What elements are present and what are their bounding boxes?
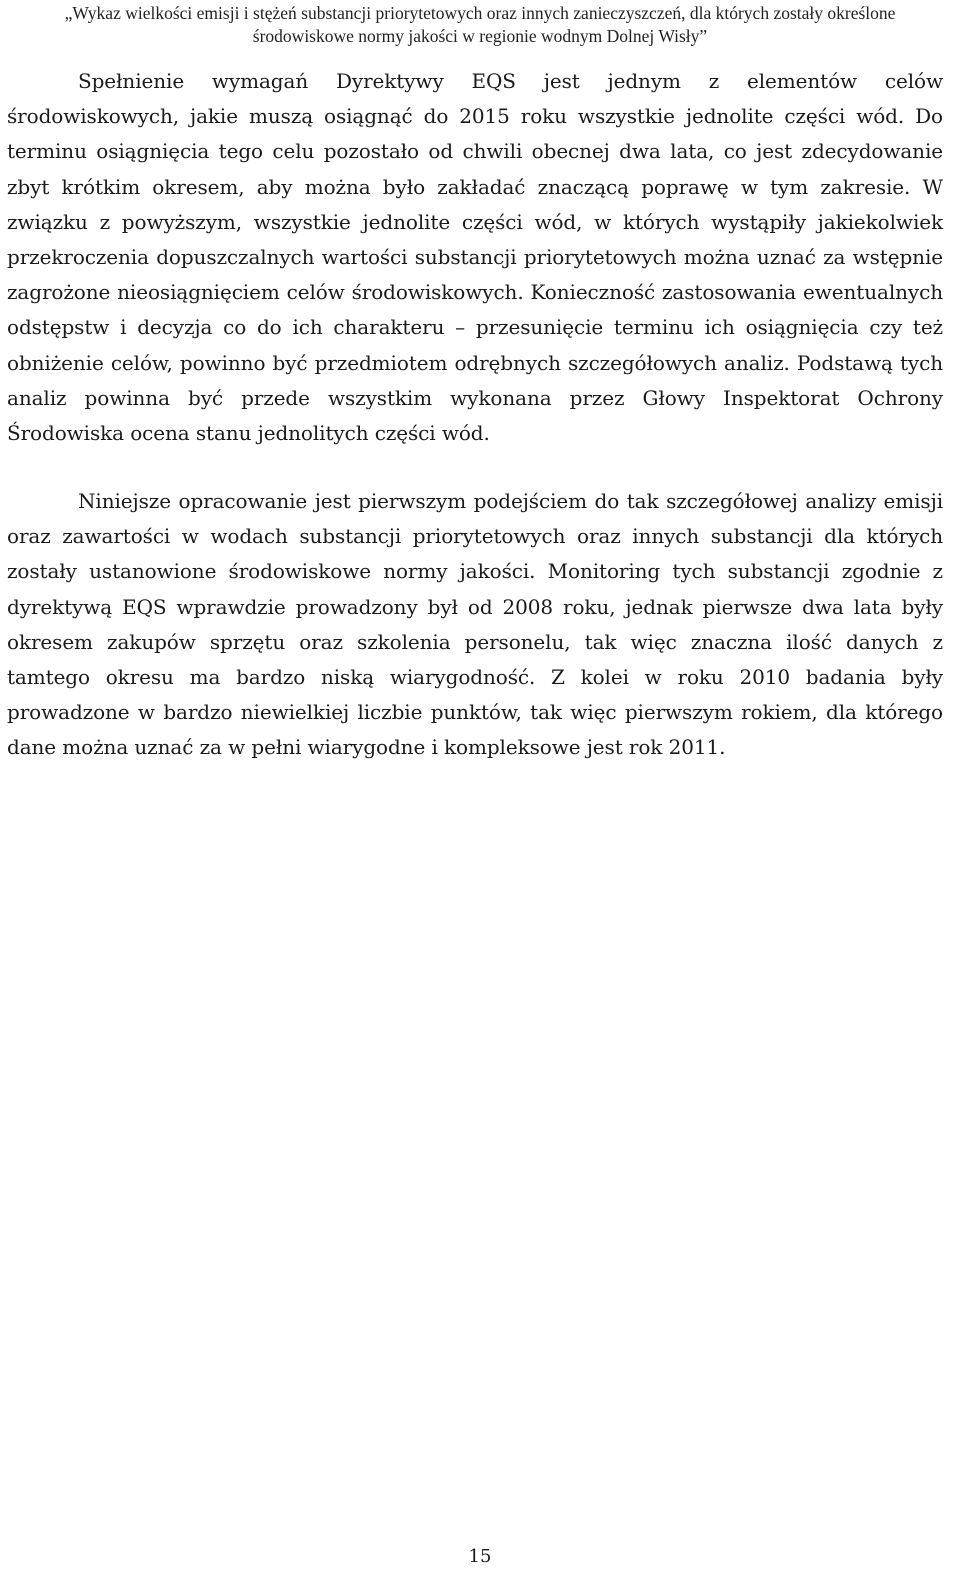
paragraph-2: Niniejsze opracowanie jest pierwszym podejściem do tak szczegółowej analizy emisji oraz zawartości w wodach substancji priorytetowych oraz innych substancji dla których zostały ustanowione środowiskowe normy jakości. Monitoring tych substancji zgodnie z dyrektywą EQS wprawdzie prowadzony był od 2008 roku, jednak pierwsze dwa lata były okresem zakupów sprzętu oraz szkolenia personelu, tak więc znaczna ilość danych z tamtego okresu ma bardzo niską wiarygodność. Z kolei w roku 2010 badania były prowadzone w bardzo niewielkiej liczbie punktów, tak więc pierwszym rokiem, dla którego dane można uznać za w pełni wiarygodne i kompleksowe jest rok 2011. (7, 489, 943, 760)
running-header-line-2: środowiskowe normy jakości w regionie wodnym Dolnej Wisły” (252, 26, 708, 46)
paragraph-1-container (7, 64, 943, 451)
running-header (0, 2, 960, 48)
running-header-line-1: „Wykaz wielkości emisji i stężeń substancji priorytetowych oraz innych zanieczyszczeń, dla których zostały określone (64, 3, 896, 23)
paragraph-2-container (7, 484, 943, 766)
paragraph-1: Spełnienie wymagań Dyrektywy EQS jest jednym z elementów celów środowiskowych, jakie muszą osiągnąć do 2015 roku wszystkie jednolite części wód. Do terminu osiągnięcia tego celu pozostało od chwili obecnej dwa lata, co jest zdecydowanie zbyt krótkim okresem, aby można było zakładać znaczącą poprawę w tym zakresie. W związku z powyższym, wszystkie jednolite części wód, w których wystąpiły jakiekolwiek przekroczenia dopuszczalnych wartości substancji priorytetowych można uznać za wstępnie zagrożone nieosiągnięciem celów środowiskowych. Konieczność zastosowania ewentualnych odstępstw i decyzja co do ich charakteru – przesunięcie terminu ich osiągnięcia czy też obniżenie celów, powinno być przedmiotem odrębnych szczegółowych analiz. Podstawą tych analiz powinna być przede wszystkim wykonana przez Głowy Inspektorat Ochrony Środowiska ocena stanu jednolitych części wód. (7, 69, 943, 446)
page-number: 15 (468, 1546, 492, 1567)
